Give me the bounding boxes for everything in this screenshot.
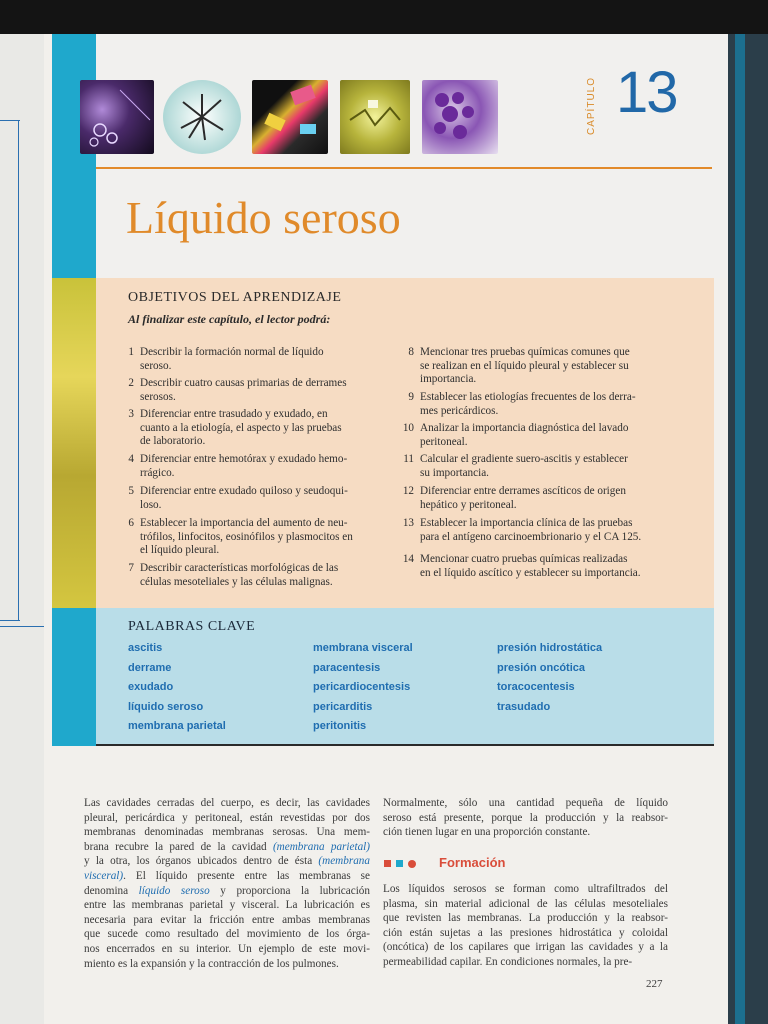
objective-number: 4 (128, 453, 134, 465)
body-line: Los líquidos serosos se forman como ultrafiltrados del (383, 883, 668, 895)
book-spine-edge (735, 34, 745, 1024)
chapter-number: 13 (616, 60, 677, 125)
objective-number: 2 (128, 377, 134, 389)
objective-text: Establecer la importancia del aumento de neu- trófilos, linfocitos, eosinófilos y plasmocitos en el líquido pleural. (140, 517, 353, 557)
keyword: trasudado (497, 700, 551, 713)
bullet-square (396, 860, 403, 867)
objective-number: 7 (128, 562, 134, 574)
keyword: ascitis (128, 642, 163, 654)
micrograph-image-3 (252, 80, 328, 154)
objective-number: 5 (128, 485, 134, 497)
micrograph-image-5 (422, 80, 498, 154)
objective-text: Diferenciar entre trasudado y exudado, en cuanto a la etiología, el aspecto y las pruebas de laboratorio. (140, 408, 342, 448)
dark-top-border (0, 0, 768, 34)
page-number: 227 (646, 978, 663, 990)
keyword: toracocentesis (497, 681, 575, 693)
objective-number: 10 (402, 422, 414, 434)
objective-text: Mencionar tres pruebas químicas comunes que se realizan en el líquido pleural y establecer su importancia. (420, 346, 630, 386)
objectives-heading: OBJETIVOS DEL APRENDIZAJE (128, 290, 342, 305)
objective-number: 3 (128, 408, 134, 420)
body-line: nos encerrados en su interior. Un ejemplo de este movi- (84, 943, 370, 955)
objective-number: 12 (402, 485, 414, 497)
body-line: visceral). El líquido presente entre las membranas se (84, 870, 370, 882)
keyword: líquido seroso (128, 700, 204, 713)
objective-text: Calcular el gradiente suero-ascitis y establecer su importancia. (420, 453, 628, 479)
previous-page-rule (0, 626, 44, 627)
highlighted-term: (membrana (318, 855, 370, 868)
keyword: pericarditis (313, 700, 373, 713)
objective-number: 11 (403, 453, 414, 465)
bullet-dot (408, 860, 416, 868)
body-line: brana recubre la pared de la cavidad (membrana parietal) (84, 840, 371, 853)
body-line: que revisten las membranas. La producción y la reabsor- (383, 912, 668, 925)
objective-text: Establecer las etiologías frecuentes de los derra- mes pericárdicos. (420, 391, 636, 417)
body-line: y la otra, los órganos ubicados dentro de ésta (membrana (84, 855, 370, 868)
keyword: peritonitis (313, 720, 367, 732)
objective-text: Describir la formación normal de líquido seroso. (140, 346, 324, 372)
section-title: Formación (439, 855, 506, 870)
micrograph-image-2 (163, 80, 241, 154)
keyword: derrame (128, 661, 172, 674)
body-line: plasma, sin material adicional de las células mesoteliales (383, 897, 668, 910)
keyword: membrana visceral (313, 642, 413, 654)
chapter-label: CAPÍTULO (586, 77, 597, 136)
keywords-rule (96, 744, 714, 746)
previous-page-rule (18, 120, 19, 620)
previous-page-edge (0, 34, 44, 1024)
micrograph-image-4 (340, 80, 410, 154)
body-line: pleural, pericárdica y peritoneal, están revestidas por dos (84, 811, 370, 824)
objective-text: Diferenciar entre exudado quiloso y seudoqui- loso. (140, 485, 348, 511)
highlighted-term: líquido seroso (138, 884, 210, 897)
body-line: necesaria para evitar la fricción entre ambas membranas (84, 913, 370, 926)
keyword: pericardiocentesis (313, 681, 411, 693)
objective-text: Diferenciar entre hemotórax y exudado hemo- rrágico. (140, 453, 348, 479)
keyword: presión hidrostática (497, 642, 603, 654)
objective-text: Analizar la importancia diagnóstica del lavado peritoneal. (420, 422, 629, 448)
previous-page-rule (0, 120, 20, 121)
objectives-side-image (52, 278, 96, 608)
keyword: membrana parietal (128, 720, 226, 732)
body-line: Normalmente, sólo una cantidad pequeña de líquido (383, 797, 668, 809)
keyword: exudado (128, 681, 174, 693)
previous-page-rule (0, 620, 20, 621)
bullet-square (384, 860, 391, 867)
objective-number: 9 (408, 391, 414, 403)
objective-text: Describir características morfológicas de las células mesoteliales y las células malignas. (140, 562, 339, 588)
objective-text: Establecer la importancia clínica de las pruebas para el antígeno carcinoembrionario y el CA 125. (420, 517, 642, 543)
body-line: ción están sujetas a las presiones hidrostática y coloidal (383, 926, 668, 939)
keyword: presión oncótica (497, 661, 586, 674)
body-line: que sucede como resultado del movimiento de los órga- (84, 928, 370, 941)
objective-number: 1 (128, 346, 134, 358)
objective-text: Describir cuatro causas primarias de derrames serosos. (140, 377, 347, 403)
body-line: miento es la expansión y la contracción de los pulmones. (84, 957, 339, 970)
body-line: (oncótica) de los capilares que irrigan las cavidades y a la (383, 941, 668, 954)
objective-number: 8 (408, 346, 414, 358)
body-line: entre las membranas parietal y visceral. La lubricación es (84, 899, 370, 912)
objective-number: 14 (402, 553, 414, 565)
objective-number: 13 (402, 517, 414, 529)
body-line: membranas denominadas membranas serosas. Una mem- (84, 826, 370, 839)
objectives-subheading: Al finalizar este capítulo, el lector podrá: (128, 312, 331, 326)
objective-text: Diferenciar entre derrames ascíticos de origen hepático y peritoneal. (420, 485, 626, 511)
body-line: denomina líquido seroso y proporciona la lubricación (84, 884, 370, 897)
section-bullets (384, 858, 424, 870)
highlighted-term: visceral) (84, 870, 124, 882)
keywords-side-strip (52, 608, 96, 746)
header-rule (96, 167, 712, 169)
objective-number: 6 (128, 517, 134, 529)
body-line: ción tienen lugar en una proporción constante. (383, 826, 591, 839)
micrograph-image-1 (80, 80, 154, 154)
chapter-title: Líquido seroso (126, 192, 401, 243)
body-line: permeabilidad capilar. En condiciones normales, la pre- (383, 956, 633, 968)
body-line: Las cavidades cerradas del cuerpo, es decir, las cavidades (84, 797, 370, 809)
keyword: paracentesis (313, 661, 381, 674)
highlighted-term: (membrana parietal) (272, 840, 371, 853)
book-right-edge (728, 34, 768, 1024)
keywords-heading: PALABRAS CLAVE (128, 619, 256, 634)
objective-text: Mencionar cuatro pruebas químicas realizadas en el líquido ascítico y establecer su importancia. (420, 553, 641, 579)
body-line: seroso está presente, porque la producción y la reabsor- (383, 811, 668, 824)
